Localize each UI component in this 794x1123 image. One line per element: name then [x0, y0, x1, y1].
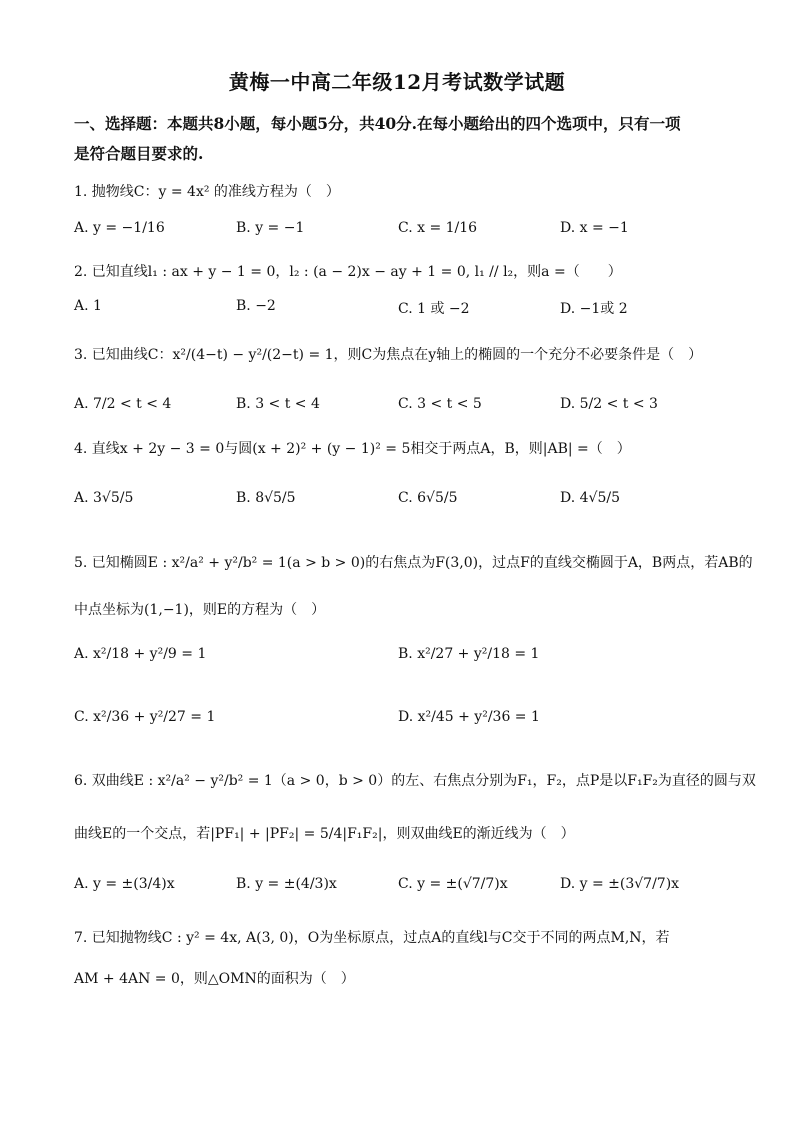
question-1-option-b: B. y = −1 [236, 220, 305, 236]
question-2-option-a: A. 1 [74, 298, 102, 314]
question-2-option-c: C. 1 或 −2 [398, 301, 470, 317]
question-6-option-a: A. y = ±(3/4)x [74, 876, 175, 892]
question-3-option-c: C. 3 < t < 5 [398, 396, 482, 412]
exam-title: 黄梅一中高二年级12月考试数学试题 [228, 70, 566, 94]
question-3-option-a: A. 7/2 < t < 4 [74, 396, 172, 412]
question-4-option-d: D. 4√5/5 [560, 490, 620, 506]
section-instructions-line1: 一、选择题：本题共8小题，每小题5分，共40分.在每小题给出的四个选项中，只有一项 [74, 114, 681, 133]
question-1-option-c: C. x = 1/16 [398, 220, 478, 236]
question-1-option-a: A. y = −1/16 [74, 220, 165, 236]
question-7-stem-line2: AM + 4AN = 0，则△OMN的面积为（ ） [74, 971, 355, 987]
question-5-option-b: B. x²/27 + y²/18 = 1 [398, 646, 540, 662]
question-4-option-b: B. 8√5/5 [236, 490, 296, 506]
question-5-option-d: D. x²/45 + y²/36 = 1 [398, 709, 540, 725]
question-7-stem-line1: 7. 已知抛物线C : y² = 4x, A(3, 0)，O为坐标原点，过点A的直线l与C交于不同的两点M,N，若 [74, 930, 670, 946]
question-5-option-c: C. x²/36 + y²/27 = 1 [74, 709, 216, 725]
question-6-stem-line1: 6. 双曲线E : x²/a² − y²/b² = 1（a > 0，b > 0）的左、右焦点分别为F₁，F₂，点P是以F₁F₂为直径的圆与双 [74, 773, 756, 789]
question-5-option-a: A. x²/18 + y²/9 = 1 [74, 646, 207, 662]
question-3-stem: 3. 已知曲线C：x²/(4−t) − y²/(2−t) = 1，则C为焦点在y轴上的椭圆的一个充分不必要条件是（ ） [74, 347, 703, 363]
question-3-option-b: B. 3 < t < 4 [236, 396, 320, 412]
question-2-option-b: B. −2 [236, 298, 276, 314]
question-6-option-d: D. y = ±(3√7/7)x [560, 876, 680, 892]
question-1-stem: 1. 抛物线C：y = 4x² 的准线方程为（ ） [74, 184, 340, 200]
section-instructions-line2: 是符合题目要求的. [74, 144, 204, 163]
question-4-stem: 4. 直线x + 2y − 3 = 0与圆(x + 2)² + (y − 1)² = 5相交于两点A，B，则|AB| =（ ） [74, 441, 631, 457]
question-2-stem: 2. 已知直线l₁ : ax + y − 1 = 0，l₂ : (a − 2)x − ay + 1 = 0, l₁ // l₂，则a =（ ） [74, 264, 622, 280]
question-6-option-c: C. y = ±(√7/7)x [398, 876, 508, 892]
question-5-stem-line1: 5. 已知椭圆E : x²/a² + y²/b² = 1(a > b > 0)的右焦点为F(3,0)，过点F的直线交椭圆于A，B两点，若AB的 [74, 555, 753, 571]
question-4-option-a: A. 3√5/5 [74, 490, 134, 506]
question-2-option-d: D. −1或 2 [560, 301, 628, 317]
question-3-option-d: D. 5/2 < t < 3 [560, 396, 658, 412]
question-1-option-d: D. x = −1 [560, 220, 629, 236]
question-6-stem-line2: 曲线E的一个交点，若|PF₁| + |PF₂| = 5/4|F₁F₂|，则双曲线E的渐近线为（ ） [74, 826, 575, 842]
question-6-option-b: B. y = ±(4/3)x [236, 876, 337, 892]
question-5-stem-line2: 中点坐标为(1,−1)，则E的方程为（ ） [74, 602, 326, 618]
question-4-option-c: C. 6√5/5 [398, 490, 458, 506]
